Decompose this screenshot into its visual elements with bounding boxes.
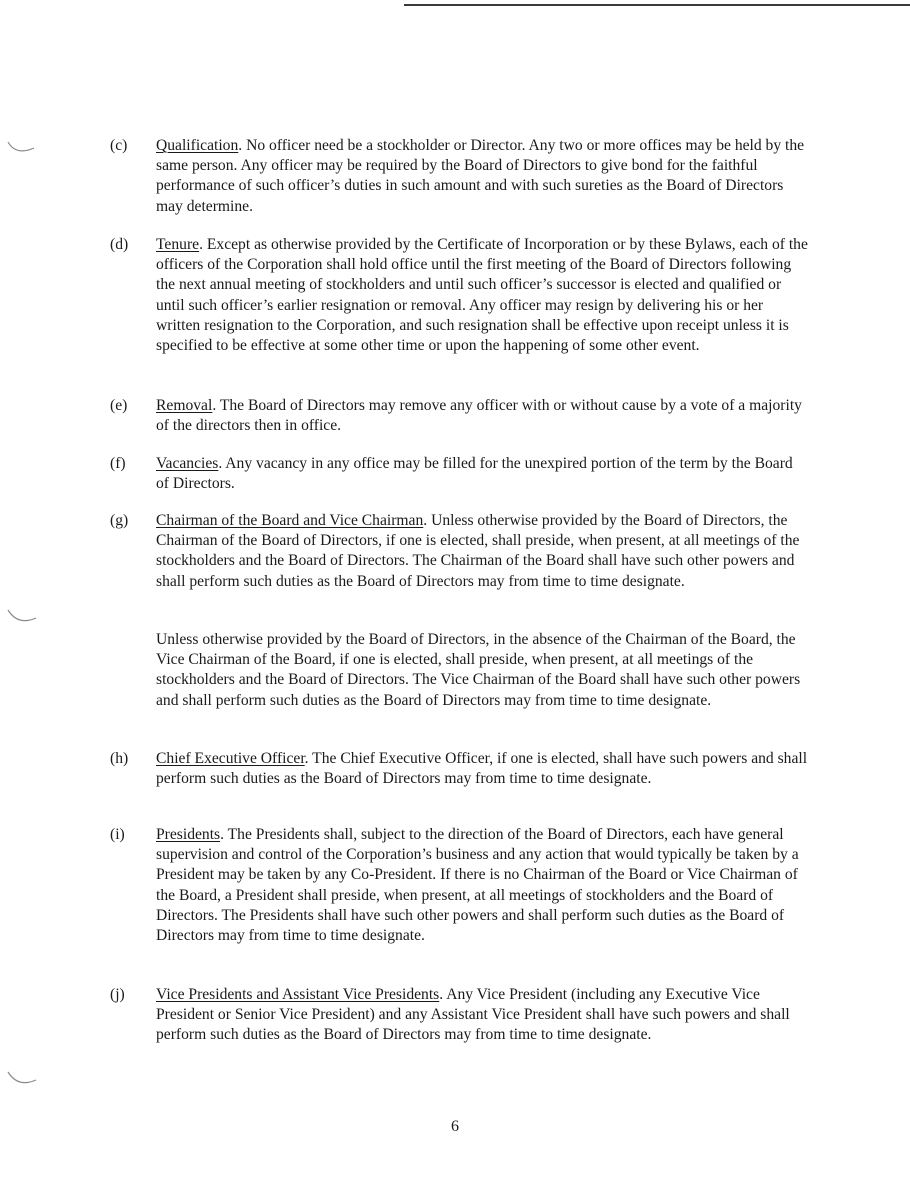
section-body — [156, 985, 808, 1046]
section-letter: (d) — [110, 236, 129, 253]
section-heading: Removal — [156, 397, 213, 414]
section-text: . The Chief Executive Officer, if one is elected, shall have such powers and shall perform such duties as the Board of Directors may from time to time designate. — [156, 750, 808, 788]
section-heading: Chairman of the Board and Vice Chairman — [156, 512, 424, 529]
section-text: . Except as otherwise provided by the Certificate of Incorporation or by these Bylaws, each of the officers of the Corporation shall hold office until the first meeting of the Board of Directors following the next annual meeting of stockholders and until such officer’s successor is elected and qualified or until such officer’s earlier resignation or removal. Any officer may resign by delivering his or her written resignation to the Corporation, and such resignation shall be effective upon receipt unless it is specified to be effective at some other time or upon the happening of some other event. — [156, 236, 808, 355]
section-body — [156, 511, 808, 592]
section-heading: Vacancies — [156, 455, 219, 472]
section-heading: Chief Executive Officer — [156, 750, 305, 767]
section-body — [156, 749, 808, 789]
section-text: . No officer need be a stockholder or Director. Any two or more offices may be held by the same person. Any officer may be required by the Board of Directors to give bond for the faithful performance of such officer’s duties in such amount and with such sureties as the Board of Directors may determine. — [156, 137, 805, 215]
section-letter: (c) — [110, 137, 128, 154]
section-text: . Any vacancy in any office may be filled for the unexpired portion of the term by the Board of Directors. — [156, 455, 793, 493]
section-heading: Qualification — [156, 137, 239, 154]
section-letter: (g) — [110, 512, 129, 529]
section-text: . Any Vice President (including any Executive Vice President or Senior Vice President) and any Assistant Vice President shall have such powers and shall perform such duties as the Board of Directors may from time to time designate. — [156, 986, 790, 1044]
section-text: . Unless otherwise provided by the Board of Directors, the Chairman of the Board of Directors, if one is elected, shall preside, when present, at all meetings of the stockholders and the Board of Directors. The Chairman of the Board shall have such other powers and shall perform such duties as the Board of Directors may from time to time designate. — [156, 512, 800, 590]
section-body — [156, 825, 808, 946]
section-body — [156, 136, 808, 217]
page-number: 6 — [451, 1118, 459, 1135]
section-text: . The Board of Directors may remove any officer with or without cause by a vote of a majority of the directors then in office. — [156, 397, 802, 435]
section-body — [156, 396, 808, 436]
section-letter: (h) — [110, 750, 129, 767]
section-body — [156, 235, 808, 356]
scan-top-rule — [404, 4, 910, 6]
binding-hole-mark-icon — [6, 1066, 38, 1090]
section-letter: (i) — [110, 826, 125, 843]
section-heading: Presidents — [156, 826, 221, 843]
section-body — [156, 454, 808, 494]
section-letter: (j) — [110, 986, 125, 1003]
binding-hole-mark-icon — [6, 136, 38, 160]
section-heading: Vice Presidents and Assistant Vice Presidents — [156, 986, 440, 1003]
section-continuation-text: Unless otherwise provided by the Board of Directors, in the absence of the Chairman of the Board, the Vice Chairman of the Board, if one is elected, shall preside, when present, at all meetings of the stockholders and the Board of Directors. The Vice Chairman of the Board shall have such other powers and shall perform such duties as the Board of Directors may from time to time designate. — [156, 631, 801, 709]
section-text: . The Presidents shall, subject to the direction of the Board of Directors, each have general supervision and control of the Corporation’s business and any action that would typically be taken by a President may be taken by any Co-President. If there is no Chairman of the Board or Vice Chairman of the Board, a President shall preside, when present, at all meetings of stockholders and the Board of Directors. The Presidents shall have such other powers and shall perform such duties as the Board of Directors may from time to time designate. — [156, 826, 799, 945]
section-letter: (e) — [110, 397, 128, 414]
section-letter: (f) — [110, 455, 126, 472]
binding-hole-mark-icon — [6, 604, 38, 628]
section-heading: Tenure — [156, 236, 200, 253]
